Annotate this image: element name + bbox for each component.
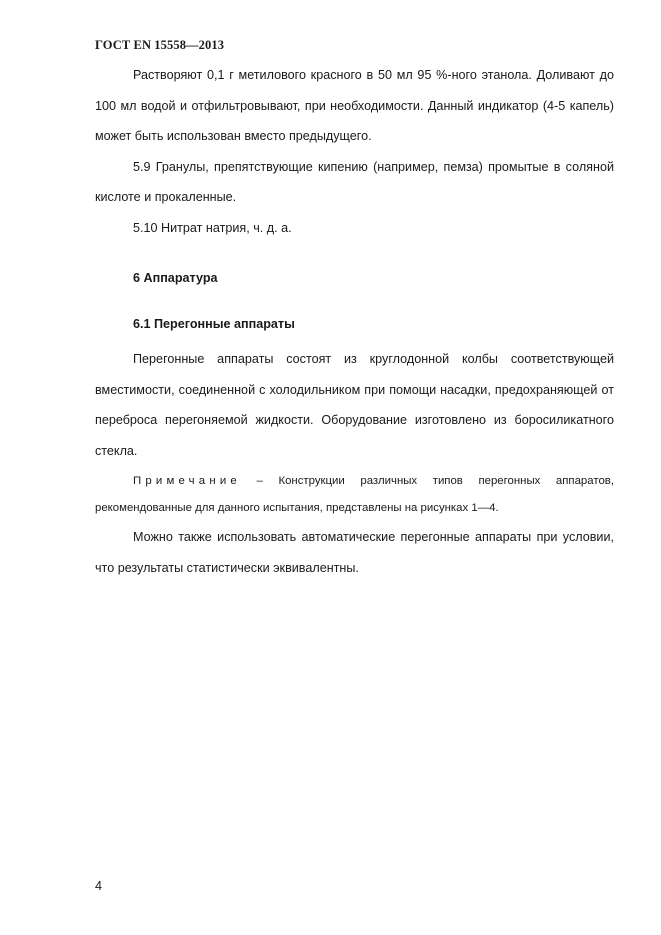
section-heading-6: 6 Аппаратура <box>133 271 218 285</box>
document-body <box>95 60 614 583</box>
document-code-header: ГОСТ EN 15558—2013 <box>95 38 225 52</box>
paragraph-indicator: Растворяют 0,1 г метилового красного в 50 мл 95 %-ного этанола. Доливают до 100 мл водой и отфильтровывают, при необходимости. Данный индикатор (4-5 капель) может быть использован вместо предыдущего. <box>95 68 614 143</box>
page-number: 4 <box>95 879 103 893</box>
subsection-heading-6-1: 6.1 Перегонные аппараты <box>133 317 295 331</box>
note-text: – Конструкции различных типов перегонных аппаратов, рекомендованные для данного испытания, представлены на рисунках 1—4. <box>95 475 614 514</box>
paragraph-apparatus: Перегонные аппараты состоят из круглодонной колбы соответствующей вместимости, соединенной с холодильником при помощи насадки, предохраняющей от переброса перегоняемой жидкости. Оборудование изготовлено из боросиликатного стекла. <box>95 352 614 458</box>
note-label: Примечание <box>133 475 241 487</box>
paragraph-automatic: Можно также использовать автоматические перегонные аппараты при условии, что результаты статистически эквивалентны. <box>95 530 614 575</box>
note-paragraph <box>95 468 614 522</box>
paragraph-5-10: 5.10 Нитрат натрия, ч. д. а. <box>133 220 292 235</box>
paragraph-5-9: 5.9 Гранулы, препятствующие кипению (например, пемза) промытые в соляной кислоте и прокаленные. <box>95 159 614 204</box>
